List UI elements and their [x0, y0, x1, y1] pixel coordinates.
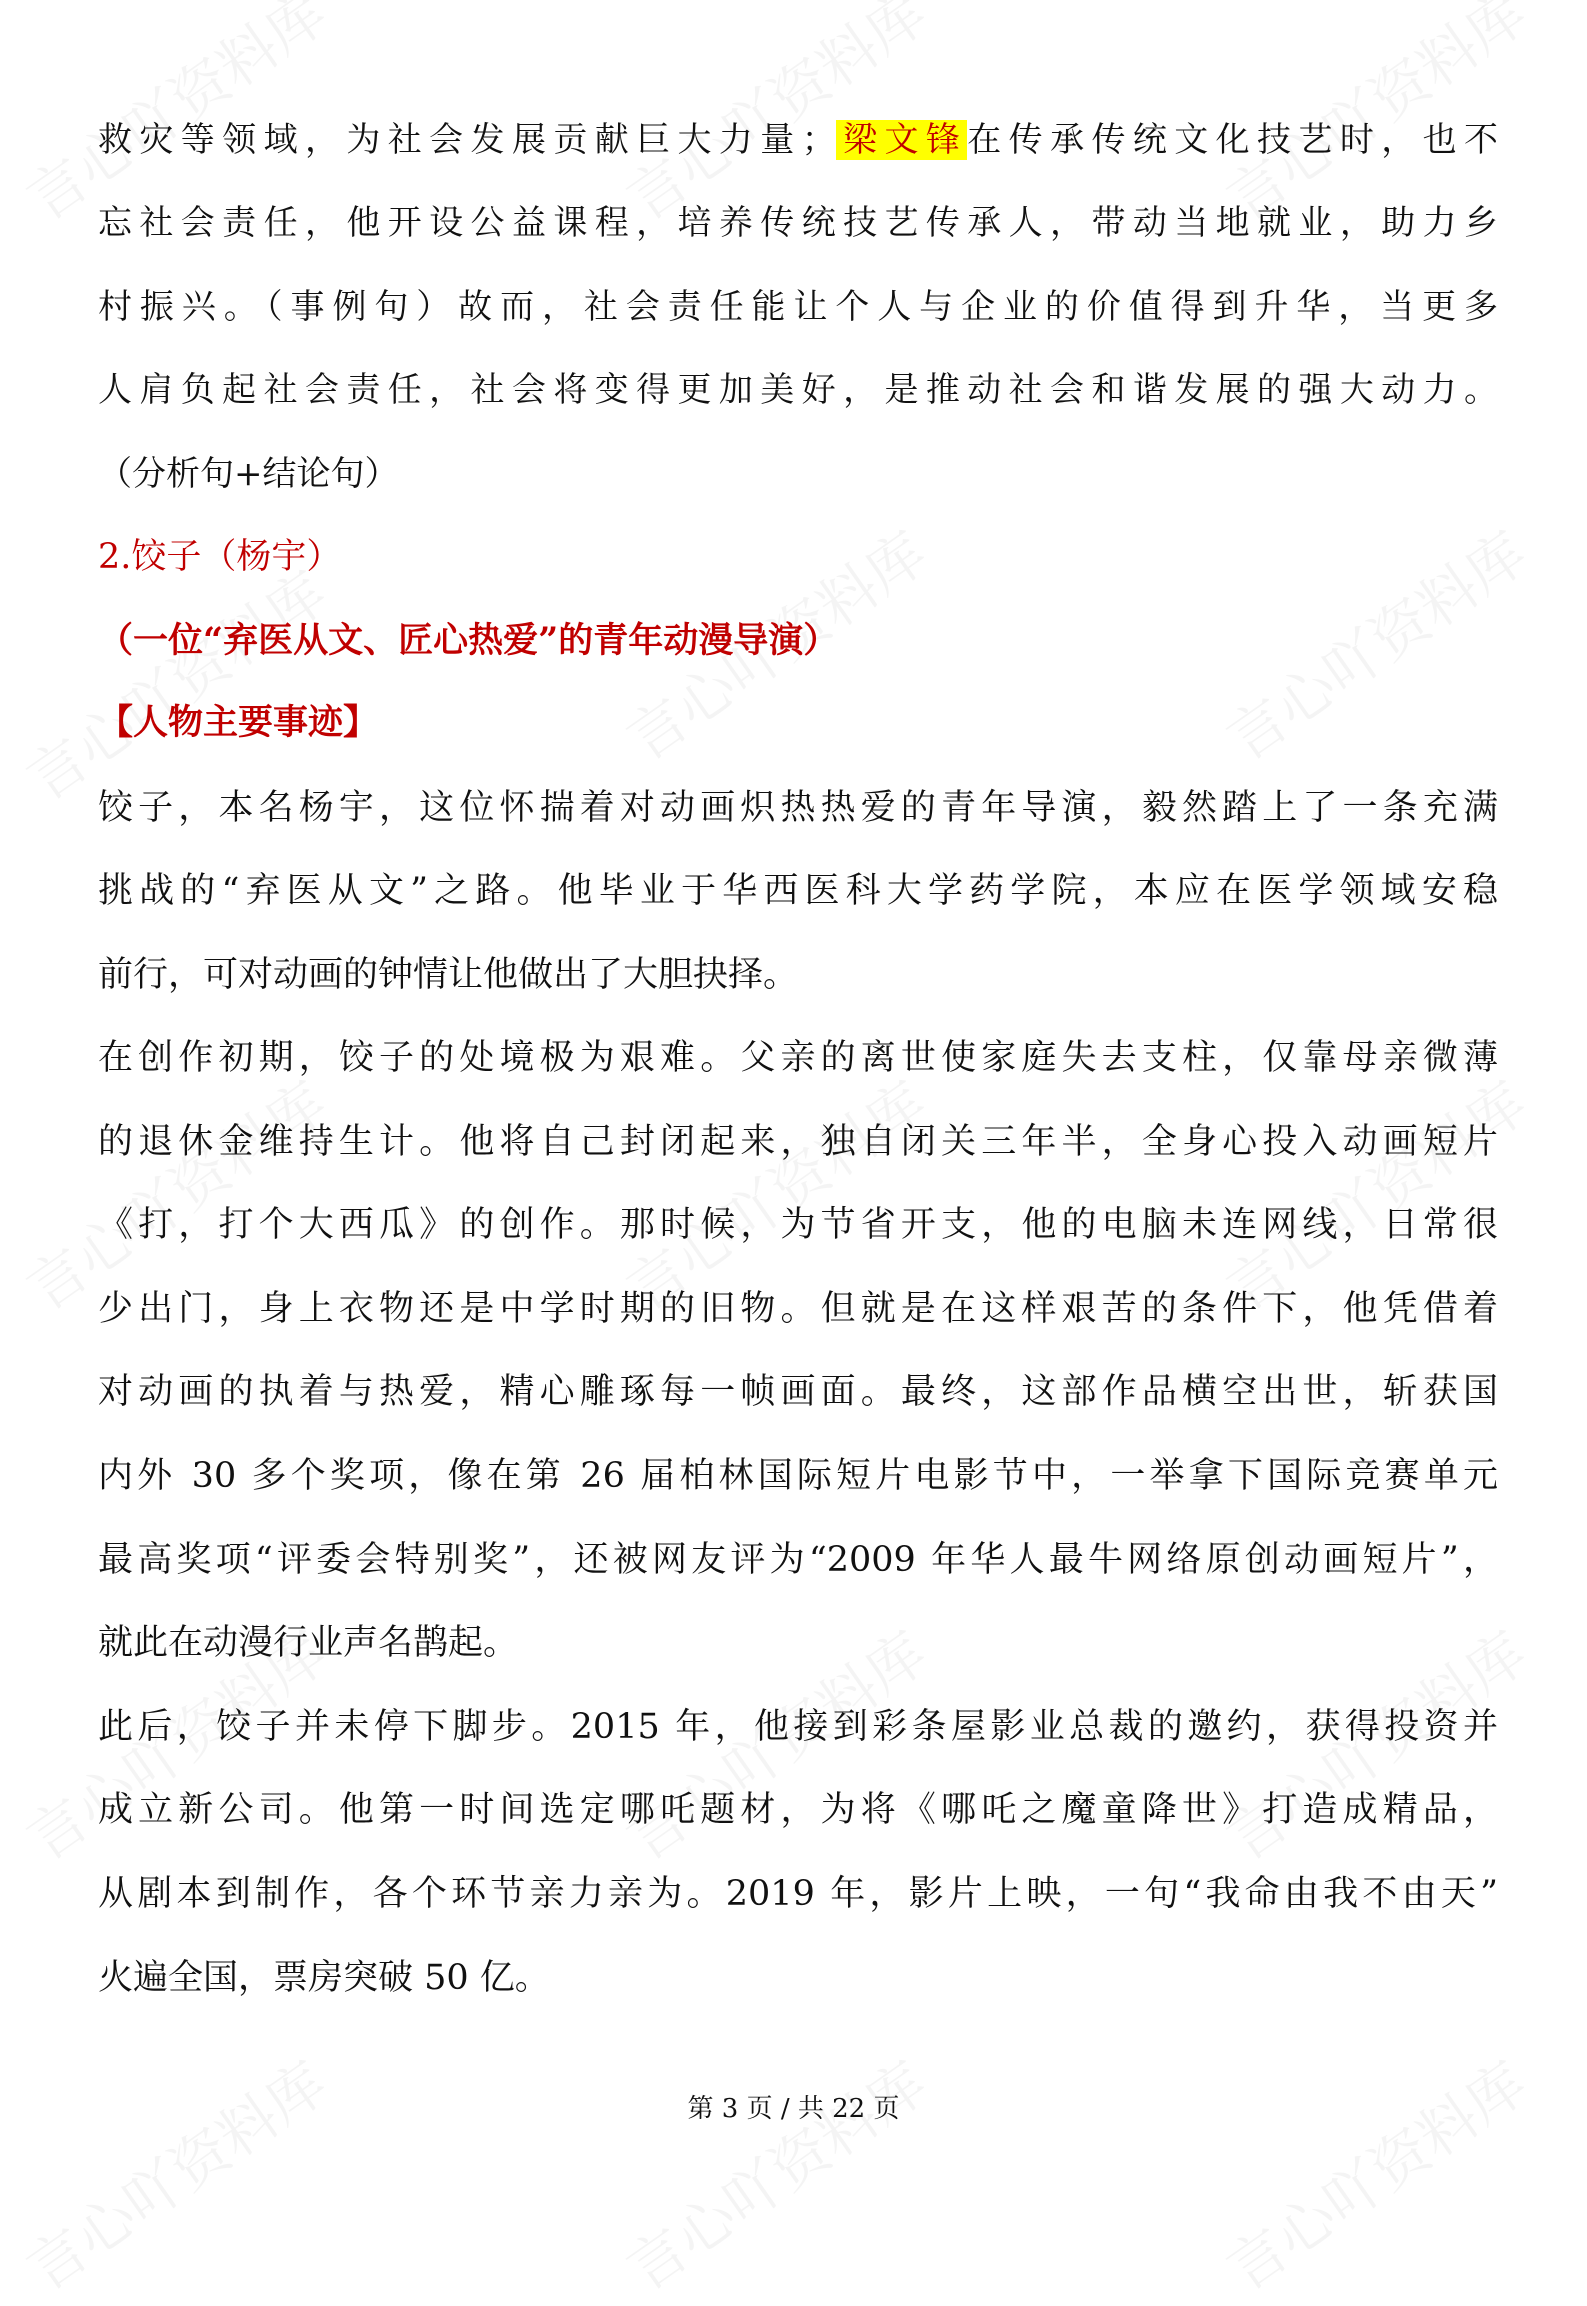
paragraph-line: 村振兴。（事例句）故而，社会责任能让个人与企业的价值得到升华，当更多	[98, 287, 1498, 327]
paragraph-line: 前行，可对动画的钟情让他做出了大胆抉择。	[98, 955, 799, 995]
paragraph-line: 人肩负起社会责任，社会将变得更加美好，是推动社会和谐发展的强大动力。	[98, 370, 1498, 410]
paragraph-line: 此后，饺子并未停下脚步。2015 年，他接到彩条屋影业总裁的邀约，获得投资并	[98, 1707, 1498, 1747]
section-heading: 2.饺子（杨宇）	[98, 537, 342, 577]
text: 救灾等领域，为社会发展贡献巨大力量；	[98, 120, 836, 160]
paragraph-line: 《打，打个大西瓜》的创作。那时候，为节省开支，他的电脑未连网线，日常很	[98, 1205, 1498, 1245]
paragraph-line: （分析句+结论句）	[98, 454, 399, 494]
paragraph-line: 对动画的执着与热爱，精心雕琢每一帧画面。最终，这部作品横空出世，斩获国	[98, 1372, 1498, 1412]
page-number-footer: 第 3 页 / 共 22 页	[687, 2094, 900, 2124]
paragraph-line: 内外 30 多个奖项，像在第 26 届柏林国际短片电影节中，一举拿下国际竞赛单元	[98, 1456, 1498, 1496]
paragraph-line: 最高奖项“评委会特别奖”，还被网友评为“2009 年华人最牛网络原创动画短片”，	[98, 1540, 1498, 1580]
text: 在传承传统文化技艺时，也不	[967, 120, 1499, 160]
section-subtitle: （一位“弃医从文、匠心热爱”的青年动漫导演）	[98, 620, 839, 661]
watermark	[7, 2038, 340, 2306]
watermark	[7, 548, 340, 816]
watermark	[607, 2038, 940, 2306]
section-label: 【人物主要事迹】	[98, 702, 379, 743]
paragraph-line: 在创作初期，饺子的处境极为艰难。父亲的离世使家庭失去支柱，仅靠母亲微薄	[98, 1038, 1498, 1078]
highlighted-name: 梁文锋	[835, 120, 968, 160]
paragraph-line: 火遍全国，票房突破 50 亿。	[98, 1958, 550, 1998]
paragraph-line: 成立新公司。他第一时间选定哪吒题材，为将《哪吒之魔童降世》打造成精品，	[98, 1790, 1498, 1830]
watermark	[1207, 2038, 1540, 2306]
paragraph-line: 从剧本到制作，各个环节亲力亲为。2019 年，影片上映，一句“我命由我不由天”	[98, 1874, 1498, 1914]
paragraph-line: 挑战的“弃医从文”之路。他毕业于华西医科大学药学院，本应在医学领域安稳	[98, 871, 1498, 911]
paragraph-line: 饺子，本名杨宇，这位怀揣着对动画炽热热爱的青年导演，毅然踏上了一条充满	[98, 788, 1498, 828]
paragraph-line: 少出门，身上衣物还是中学时期的旧物。但就是在这样艰苦的条件下，他凭借着	[98, 1289, 1498, 1329]
paragraph-line: 的退休金维持生计。他将自己封闭起来，独自闭关三年半，全身心投入动画短片	[98, 1122, 1498, 1162]
paragraph-line: 忘社会责任，他开设公益课程，培养传统技艺传承人，带动当地就业，助力乡	[98, 203, 1498, 243]
paragraph-line	[98, 115, 1498, 165]
paragraph-line: 就此在动漫行业声名鹊起。	[98, 1623, 519, 1663]
